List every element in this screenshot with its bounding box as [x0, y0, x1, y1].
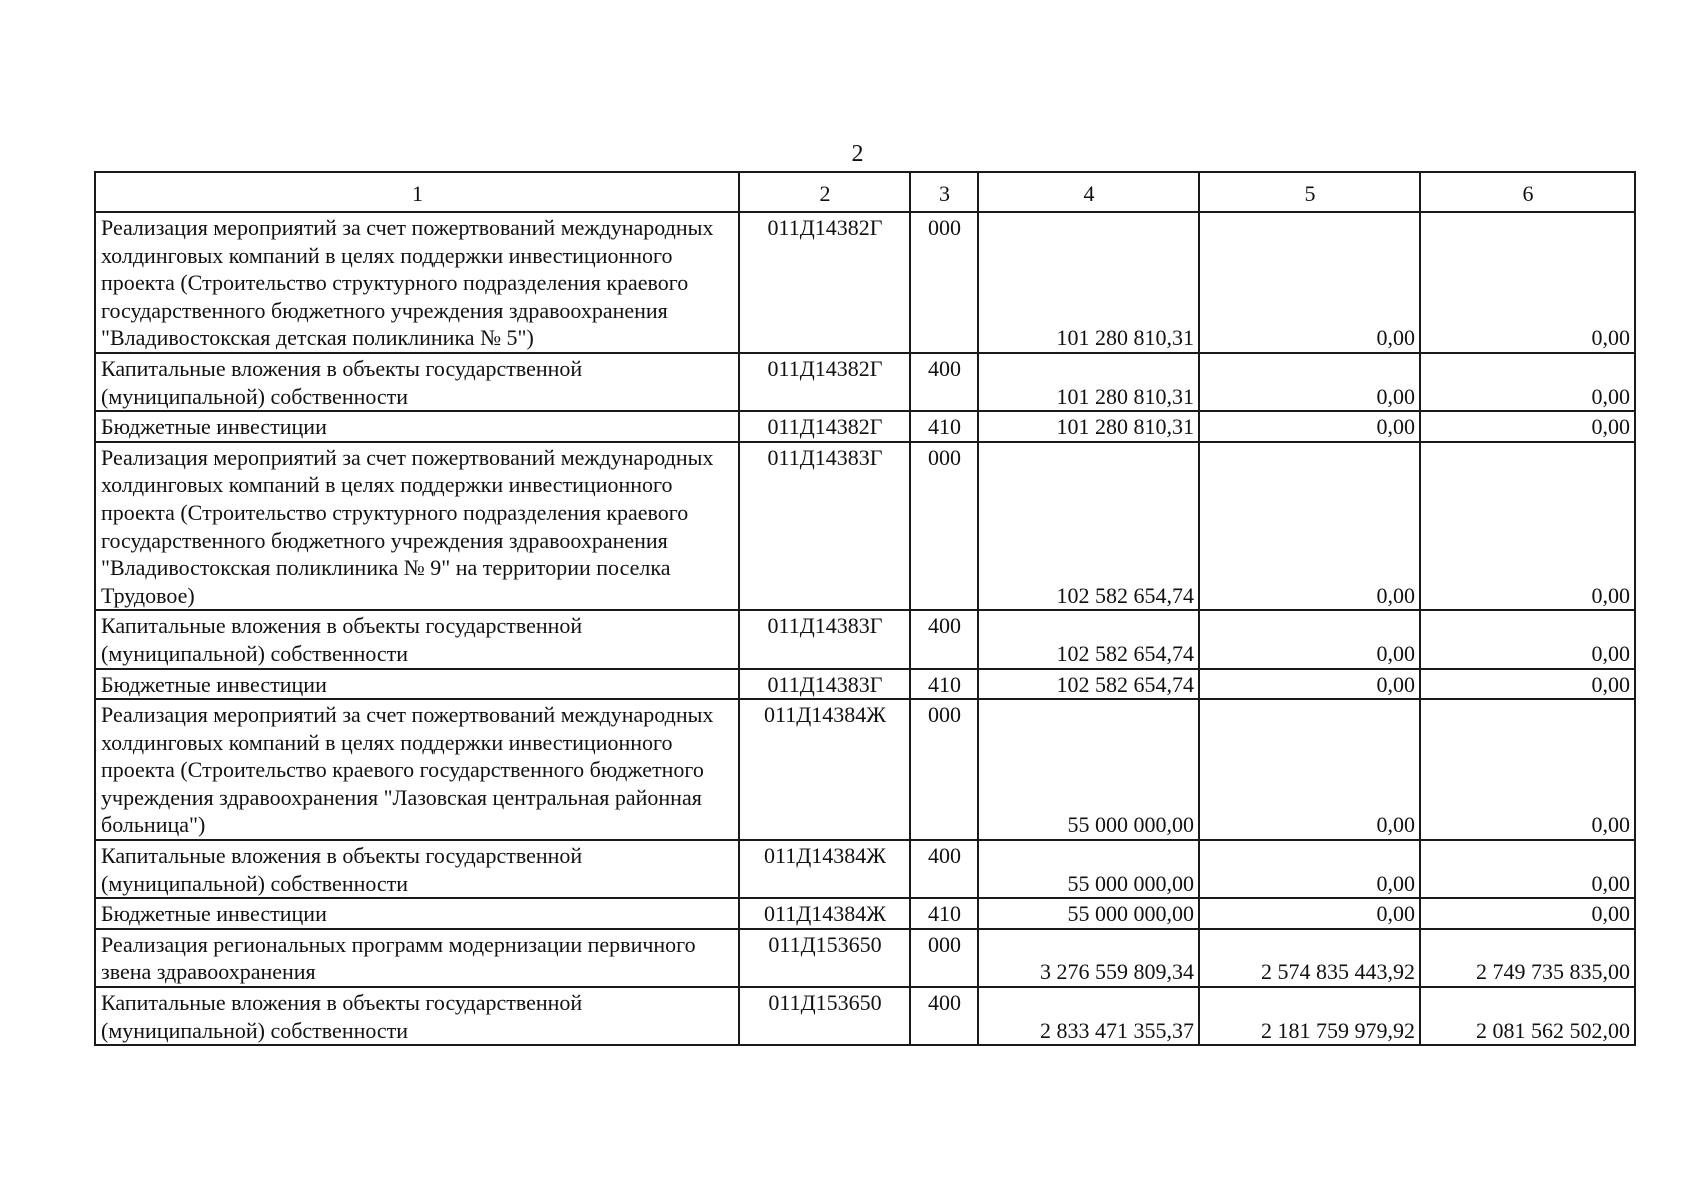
row-amount-col6: 0,00	[1420, 669, 1635, 700]
row-amount-col6: 0,00	[1420, 610, 1635, 668]
row-amount-col5: 0,00	[1199, 610, 1420, 668]
row-target-code: 011Д153650	[739, 987, 910, 1045]
row-expense-type: 410	[910, 898, 978, 929]
table-row	[95, 442, 1635, 611]
row-amount-col4: 3 276 559 809,34	[978, 929, 1199, 987]
row-name: Капитальные вложения в объекты государственной (муниципальной) собственности	[95, 610, 739, 668]
column-header-1: 1	[95, 172, 739, 212]
row-amount-col4: 101 280 810,31	[978, 353, 1199, 411]
row-amount-col5: 0,00	[1199, 669, 1420, 700]
row-amount-col4: 55 000 000,00	[978, 699, 1199, 840]
row-amount-col4: 55 000 000,00	[978, 840, 1199, 898]
row-expense-type: 400	[910, 353, 978, 411]
budget-table	[94, 171, 1636, 1046]
page-number: 2	[851, 141, 864, 167]
row-target-code: 011Д14383Г	[739, 610, 910, 668]
row-expense-type: 400	[910, 610, 978, 668]
row-target-code: 011Д14384Ж	[739, 840, 910, 898]
row-name: Реализация мероприятий за счет пожертвований международных холдинговых компаний в целях поддержки инвестиционного проекта (Строительство структурного подразделения краевого государственного бюджетного учреждения здравоохранения "Владивостокская детская поликлиника № 5")	[95, 212, 739, 353]
column-header-5: 5	[1199, 172, 1420, 212]
row-target-code: 011Д153650	[739, 929, 910, 987]
table-row	[95, 929, 1635, 987]
row-amount-col4: 55 000 000,00	[978, 898, 1199, 929]
row-expense-type: 410	[910, 669, 978, 700]
table-row	[95, 898, 1635, 929]
row-amount-col6: 0,00	[1420, 212, 1635, 353]
table-row	[95, 610, 1635, 668]
row-amount-col4: 102 582 654,74	[978, 610, 1199, 668]
row-amount-col5: 2 574 835 443,92	[1199, 929, 1420, 987]
row-amount-col4: 102 582 654,74	[978, 669, 1199, 700]
table-header-row	[95, 172, 1635, 212]
row-name: Реализация региональных программ модернизации первичного звена здравоохранения	[95, 929, 739, 987]
row-amount-col4: 102 582 654,74	[978, 442, 1199, 611]
row-amount-col6: 0,00	[1420, 898, 1635, 929]
row-target-code: 011Д14384Ж	[739, 898, 910, 929]
row-expense-type: 000	[910, 442, 978, 611]
row-amount-col4: 101 280 810,31	[978, 212, 1199, 353]
row-amount-col6: 0,00	[1420, 699, 1635, 840]
row-name: Капитальные вложения в объекты государственной (муниципальной) собственности	[95, 840, 739, 898]
table-row	[95, 699, 1635, 840]
table-row	[95, 212, 1635, 353]
row-expense-type: 000	[910, 212, 978, 353]
row-amount-col5: 0,00	[1199, 353, 1420, 411]
row-target-code: 011Д14382Г	[739, 353, 910, 411]
row-amount-col6: 2 081 562 502,00	[1420, 987, 1635, 1045]
column-header-6: 6	[1420, 172, 1635, 212]
row-target-code: 011Д14382Г	[739, 212, 910, 353]
row-amount-col5: 0,00	[1199, 699, 1420, 840]
column-header-3: 3	[910, 172, 978, 212]
row-expense-type: 400	[910, 987, 978, 1045]
row-amount-col5: 0,00	[1199, 212, 1420, 353]
row-target-code: 011Д14383Г	[739, 442, 910, 611]
table-row	[95, 987, 1635, 1045]
row-expense-type: 400	[910, 840, 978, 898]
row-expense-type: 000	[910, 699, 978, 840]
row-amount-col5: 0,00	[1199, 898, 1420, 929]
table-row	[95, 353, 1635, 411]
column-header-4: 4	[978, 172, 1199, 212]
table-row	[95, 840, 1635, 898]
table-row	[95, 411, 1635, 442]
table-row	[95, 669, 1635, 700]
row-amount-col6: 0,00	[1420, 442, 1635, 611]
row-target-code: 011Д14383Г	[739, 669, 910, 700]
row-amount-col4: 2 833 471 355,37	[978, 987, 1199, 1045]
row-name: Капитальные вложения в объекты государственной (муниципальной) собственности	[95, 353, 739, 411]
row-amount-col4: 101 280 810,31	[978, 411, 1199, 442]
row-amount-col5: 0,00	[1199, 411, 1420, 442]
row-name: Бюджетные инвестиции	[95, 411, 739, 442]
row-amount-col5: 2 181 759 979,92	[1199, 987, 1420, 1045]
row-name: Капитальные вложения в объекты государственной (муниципальной) собственности	[95, 987, 739, 1045]
row-expense-type: 410	[910, 411, 978, 442]
row-target-code: 011Д14382Г	[739, 411, 910, 442]
row-name: Бюджетные инвестиции	[95, 898, 739, 929]
row-amount-col6: 0,00	[1420, 353, 1635, 411]
row-name: Реализация мероприятий за счет пожертвований международных холдинговых компаний в целях поддержки инвестиционного проекта (Строительство структурного подразделения краевого государственного бюджетного учреждения здравоохранения "Владивостокская поликлиника № 9" на территории поселка Трудовое)	[95, 442, 739, 611]
row-name: Реализация мероприятий за счет пожертвований международных холдинговых компаний в целях поддержки инвестиционного проекта (Строительство краевого государственного бюджетного учреждения здравоохранения "Лазовская центральная районная больница")	[95, 699, 739, 840]
column-header-2: 2	[739, 172, 910, 212]
row-name: Бюджетные инвестиции	[95, 669, 739, 700]
row-expense-type: 000	[910, 929, 978, 987]
row-target-code: 011Д14384Ж	[739, 699, 910, 840]
row-amount-col5: 0,00	[1199, 442, 1420, 611]
row-amount-col5: 0,00	[1199, 840, 1420, 898]
row-amount-col6: 0,00	[1420, 840, 1635, 898]
row-amount-col6: 2 749 735 835,00	[1420, 929, 1635, 987]
row-amount-col6: 0,00	[1420, 411, 1635, 442]
